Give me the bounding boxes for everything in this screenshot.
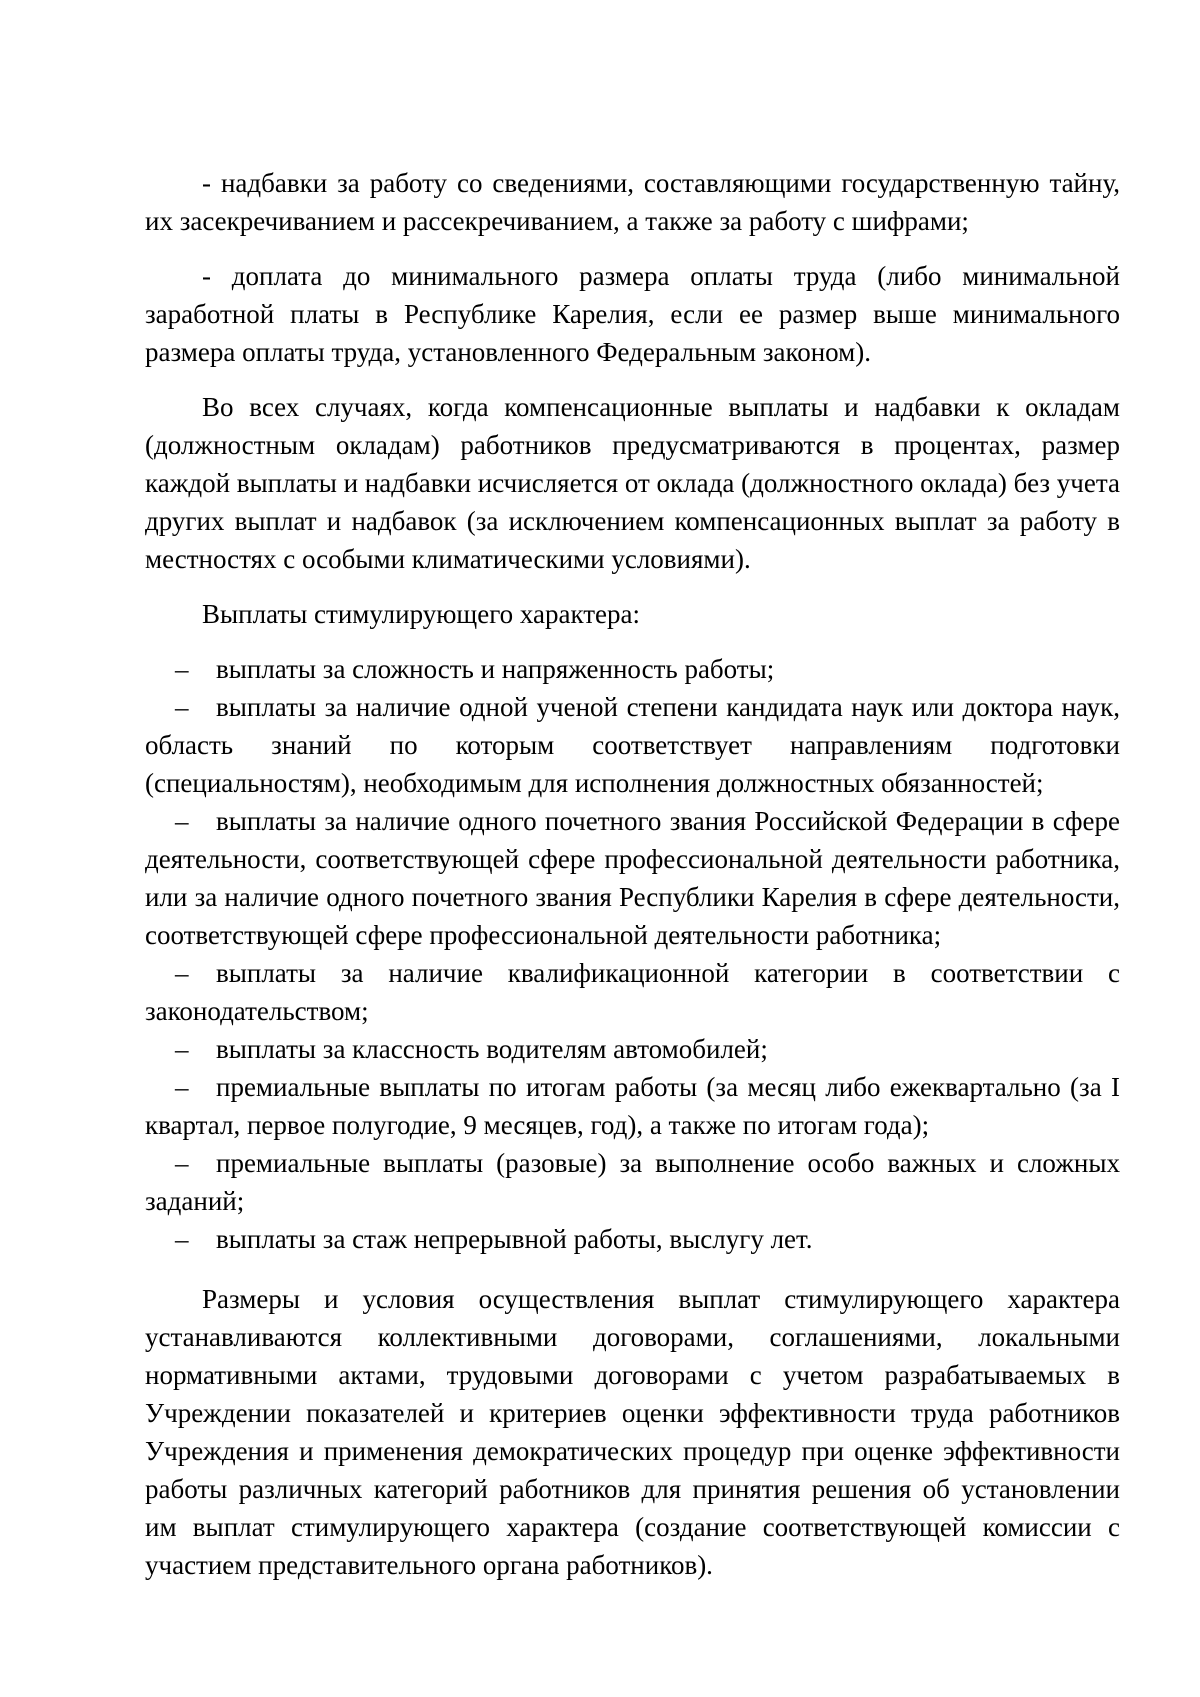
bullet-dash: – (175, 1224, 189, 1254)
list-item (145, 802, 1120, 954)
list-item-text: выплаты за классность водителям автомобилей; (216, 1034, 768, 1064)
list-item-text: выплаты за стаж непрерывной работы, выслугу лет. (216, 1224, 813, 1254)
intro-item-minimum-wage: - доплата до минимального размера оплаты труда (либо минимальной заработной платы в Республике Карелия, если ее размер выше минимального размера оплаты труда, установленного Федеральным законом). (145, 261, 1120, 367)
list-item-text: выплаты за наличие одной ученой степени кандидата наук или доктора наук, область знаний по которым соответствует направлениям подготовки (специальностям), необходимым для исполнения должностных обязанностей; (145, 692, 1120, 798)
bullet-dash: – (175, 654, 189, 684)
list-item-text: выплаты за наличие одного почетного звания Российской Федерации в сфере деятельности, соответствующей сфере профессиональной деятельности работника, или за наличие одного почетного звания Республики Карелия в сфере деятельности, соответствующей сфере профессиональной деятельности работника; (145, 806, 1120, 950)
list-item (145, 1220, 1120, 1258)
list-item-text: премиальные выплаты по итогам работы (за месяц либо ежеквартально (за I квартал, первое полугодие, 9 месяцев, год), а также по итогам года); (145, 1072, 1120, 1140)
list-item (145, 688, 1120, 802)
list-item (145, 650, 1120, 688)
list-item (145, 1030, 1120, 1068)
bullet-dash: – (175, 806, 189, 836)
bullet-dash: – (175, 1034, 189, 1064)
stimulating-heading: Выплаты стимулирующего характера: (202, 599, 640, 629)
bullet-dash: – (175, 692, 189, 722)
list-item (145, 1068, 1120, 1144)
list-item-text: выплаты за наличие квалификационной категории в соответствии с законодательством; (145, 958, 1120, 1026)
list-item-text: выплаты за сложность и напряженность работы; (216, 654, 775, 684)
list-item-text: премиальные выплаты (разовые) за выполнение особо важных и сложных заданий; (145, 1148, 1120, 1216)
list-item (145, 1144, 1120, 1220)
document-page (145, 164, 1120, 1584)
bullet-dash: – (175, 1072, 189, 1102)
paragraph-percentages: Во всех случаях, когда компенсационные выплаты и надбавки к окладам (должностным окладам) работников предусматриваются в процентах, размер каждой выплаты и надбавки исчисляется от оклада (должностного оклада) без учета других выплат и надбавок (за исключением компенсационных выплат за работу в местностях с особыми климатическими условиями). (145, 392, 1120, 574)
intro-item-state-secret: - надбавки за работу со сведениями, составляющими государственную тайну, их засекречиванием и рассекречиванием, а также за работу с шифрами; (145, 168, 1120, 236)
paragraph-conditions: Размеры и условия осуществления выплат стимулирующего характера устанавливаются коллективными договорами, соглашениями, локальными нормативными актами, трудовыми договорами с учетом разрабатываемых в Учреждении показателей и критериев оценки эффективности труда работников Учреждения и применения демократических процедур при оценке эффективности работы различных категорий работников для принятия решения об установлении им выплат стимулирующего характера (создание соответствующей комиссии с участием представительного органа работников). (145, 1284, 1120, 1580)
bullet-dash: – (175, 958, 189, 988)
list-item (145, 954, 1120, 1030)
bullet-dash: – (175, 1148, 189, 1178)
stimulating-list (145, 650, 1120, 1258)
